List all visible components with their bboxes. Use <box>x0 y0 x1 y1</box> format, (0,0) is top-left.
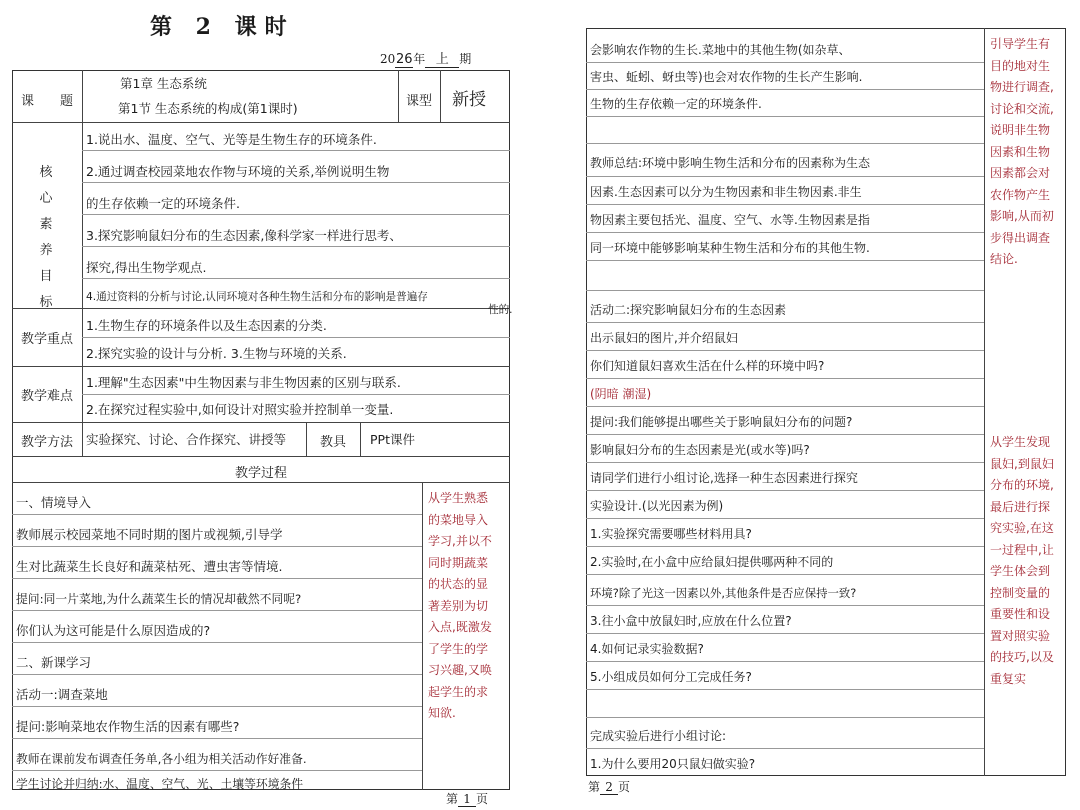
body-line: 出示鼠妇的图片,并介绍鼠妇 <box>590 331 738 345</box>
body-line: 提问:我们能够提出哪些关于影响鼠妇分布的问题? <box>590 415 853 429</box>
core-goal-line: 的生存依赖一定的环境条件. <box>86 196 240 211</box>
process-line: 生对比蔬菜生长良好和蔬菜枯死、遭虫害等情境. <box>16 559 283 574</box>
tools-value: PPt课件 <box>370 432 415 447</box>
ruled-line <box>586 574 984 575</box>
row-divider <box>12 456 510 457</box>
ruled-line <box>586 546 984 547</box>
term-season: 上 <box>425 48 459 68</box>
note-column-divider <box>984 28 985 776</box>
key-point-line: 1.生物生存的环境条件以及生态因素的分类. <box>86 318 327 333</box>
ruled-line <box>586 748 984 749</box>
body-line: 生物的生存依赖一定的环境条件. <box>590 97 762 111</box>
process-line: 教师展示校园菜地不同时期的图片或视频,引导学 <box>16 527 283 542</box>
process-line: 你们认为这可能是什么原因造成的? <box>16 623 211 638</box>
body-line: 物因素主要包括光、温度、空气、水等.生物因素是指 <box>590 213 870 227</box>
ruled-line <box>586 260 984 261</box>
ruled-line <box>586 89 984 90</box>
ruled-line <box>586 406 984 407</box>
ruled-line <box>586 490 984 491</box>
margin-note: 从学生熟悉的菜地导入学习,并以不同时期蔬菜的状态的显著差别为切入点,既激发了学生的学习兴趣,又唤起学生的求知欲. <box>428 491 492 720</box>
body-line: 3.往小盒中放鼠妇时,应放在什么位置? <box>590 614 792 628</box>
ruled-line <box>12 546 422 547</box>
ruled-line <box>12 610 422 611</box>
ruled-line <box>586 378 984 379</box>
ruled-line <box>586 176 984 177</box>
term-prefix: 20 <box>380 52 396 66</box>
margin-note: 从学生发现鼠妇,到鼠妇分布的环境,最后进行探究实验,在这一过程中,让学生体会到控制变量的重要性和设置对照实验的技巧,以及重复实 <box>990 435 1054 686</box>
ruled-line <box>82 278 510 279</box>
term-year: 26 <box>396 52 413 67</box>
label-difficulties: 教学难点 <box>20 389 73 404</box>
label-core-goals: 核心素养目标 <box>39 165 53 310</box>
tools-divider-right <box>360 422 361 456</box>
process-line: 提问:同一片菜地,为什么蔬菜生长的情况却截然不同呢? <box>16 592 302 606</box>
body-line: 2.实验时,在小盒中应给鼠妇提供哪两种不同的 <box>590 555 834 569</box>
difficulty-line: 2.在探究过程实验中,如何设计对照实验并控制单一变量. <box>86 402 394 417</box>
method-value: 实验探究、讨论、合作探究、讲授等 <box>86 432 287 447</box>
ruled-line <box>586 434 984 435</box>
core-goal-line: 4.通过资料的分析与讨论,认同环境对各种生物生活和分布的影响是普遍存 <box>86 291 428 303</box>
ruled-line <box>586 204 984 205</box>
label-method: 教学方法 <box>20 435 73 450</box>
process-line: 一、情境导入 <box>16 495 92 510</box>
body-line: 完成实验后进行小组讨论: <box>590 729 727 743</box>
body-line: 请同学们进行小组讨论,选择一种生态因素进行探究 <box>590 471 858 485</box>
ruled-line <box>586 661 984 662</box>
ruled-line <box>12 514 422 515</box>
body-line: 环境?除了光这一因素以外,其他条件是否应保持一致? <box>590 586 857 600</box>
ruled-line <box>586 143 984 144</box>
ruled-line <box>82 394 510 395</box>
body-line: 4.如何记录实验数据? <box>590 642 704 656</box>
label-process: 教学过程 <box>234 466 287 481</box>
page-suffix: 页 <box>476 792 489 806</box>
ruled-line <box>586 518 984 519</box>
ruled-line <box>82 337 510 338</box>
core-goal-line: 3.探究影响鼠妇分布的生态因素,像科学家一样进行思考、 <box>86 228 402 243</box>
core-goal-line: 2.通过调查校园菜地农作物与环境的关系,举例说明生物 <box>86 164 390 179</box>
body-line: 活动二:探究影响鼠妇分布的生态因素 <box>590 303 787 317</box>
ruled-line <box>586 232 984 233</box>
ruled-line <box>12 706 422 707</box>
page-no: 2 <box>600 780 618 795</box>
body-line: 你们知道鼠妇喜欢生活在什么样的环境中吗? <box>590 359 825 373</box>
ruled-line <box>586 116 984 117</box>
label-key-points: 教学重点 <box>20 332 73 347</box>
label-tools: 教具 <box>319 435 346 450</box>
core-goal-tail: 性的. <box>488 304 513 316</box>
ruled-line <box>586 605 984 606</box>
row-divider <box>12 366 510 367</box>
ruled-line <box>586 322 984 323</box>
body-line: 1.实验探究需要哪些材料用具? <box>590 527 752 541</box>
body-line: 1.为什么要用20只鼠妇做实验? <box>590 757 756 771</box>
ruled-line <box>586 62 984 63</box>
row-divider <box>12 308 510 309</box>
term-line <box>380 48 471 68</box>
ruled-line <box>12 770 422 771</box>
topic-line-1: 第1章 生态系统 <box>120 76 207 91</box>
body-line: 会影响农作物的生长.菜地中的其他生物(如杂草、 <box>590 43 851 57</box>
page-suffix: 页 <box>618 780 631 794</box>
body-line: 同一环境中能够影响某种生物生活和分布的其他生物. <box>590 241 870 255</box>
page-prefix: 第 <box>588 780 601 794</box>
body-line: 影响鼠妇分布的生态因素是光(或水等)吗? <box>590 443 810 457</box>
core-goal-line: 探究,得出生物学观点. <box>86 260 207 275</box>
note-column-divider <box>422 482 423 790</box>
lesson-plan-page-2 <box>578 0 1080 810</box>
term-mid: 年 <box>413 52 426 66</box>
difficulty-line: 1.理解"生态因素"中生物因素与非生物因素的区别与联系. <box>86 375 401 390</box>
ruled-line <box>586 290 984 291</box>
page-prefix: 第 <box>446 792 459 806</box>
row-divider <box>12 422 510 423</box>
type-value: 新授 <box>452 90 486 110</box>
ruled-line <box>12 738 422 739</box>
ruled-line <box>586 717 984 718</box>
body-line: 5.小组成员如何分工完成任务? <box>590 670 752 684</box>
margin-note: 引导学生有目的地对生物进行调查,讨论和交流,说明非生物因素和生物因素都会对农作物产生影响,从而初步得出调查结论. <box>990 37 1054 266</box>
process-line: 教师在课前发布调查任务单,各小组为相关活动作好准备. <box>16 752 307 766</box>
row-divider <box>12 122 510 123</box>
label-type: 课型 <box>405 94 432 109</box>
process-line: 二、新课学习 <box>16 655 92 670</box>
label-column-divider <box>82 70 83 456</box>
answer-hint: (阴暗 潮湿) <box>590 387 652 401</box>
label-topic: 课 题 <box>20 94 73 109</box>
ruled-line <box>12 578 422 579</box>
page-number <box>446 790 488 807</box>
ruled-line <box>82 150 510 151</box>
ruled-line <box>82 246 510 247</box>
process-line: 学生讨论并归纳:水、温度、空气、光、土壤等环境条件 <box>16 777 304 791</box>
ruled-line <box>82 214 510 215</box>
process-line: 提问:影响菜地农作物生活的因素有哪些? <box>16 719 240 734</box>
type-divider-right <box>440 70 441 122</box>
page-number <box>588 778 630 795</box>
process-line: 活动一:调查菜地 <box>16 687 108 702</box>
key-point-line: 2.探究实验的设计与分析. 3.生物与环境的关系. <box>86 346 347 361</box>
ruled-line <box>586 689 984 690</box>
term-suffix: 期 <box>459 52 472 66</box>
page-title: 第 2 课时 <box>150 14 295 40</box>
body-line: 因素.生态因素可以分为生物因素和非生物因素.非生 <box>590 185 862 199</box>
topic-line-2: 第1节 生态系统的构成(第1课时) <box>118 101 298 116</box>
row-divider <box>12 482 510 483</box>
ruled-line <box>12 674 422 675</box>
page-no: 1 <box>458 792 476 807</box>
body-line: 害虫、蚯蚓、蚜虫等)也会对农作物的生长产生影响. <box>590 70 863 84</box>
ruled-line <box>586 633 984 634</box>
body-line: 实验设计.(以光因素为例) <box>590 499 724 513</box>
ruled-line <box>586 350 984 351</box>
core-goal-line: 1.说出水、温度、空气、光等是生物生存的环境条件. <box>86 132 377 147</box>
ruled-line <box>12 642 422 643</box>
ruled-line <box>82 182 510 183</box>
ruled-line <box>586 462 984 463</box>
body-line: 教师总结:环境中影响生物生活和分布的因素称为生态 <box>590 156 871 170</box>
